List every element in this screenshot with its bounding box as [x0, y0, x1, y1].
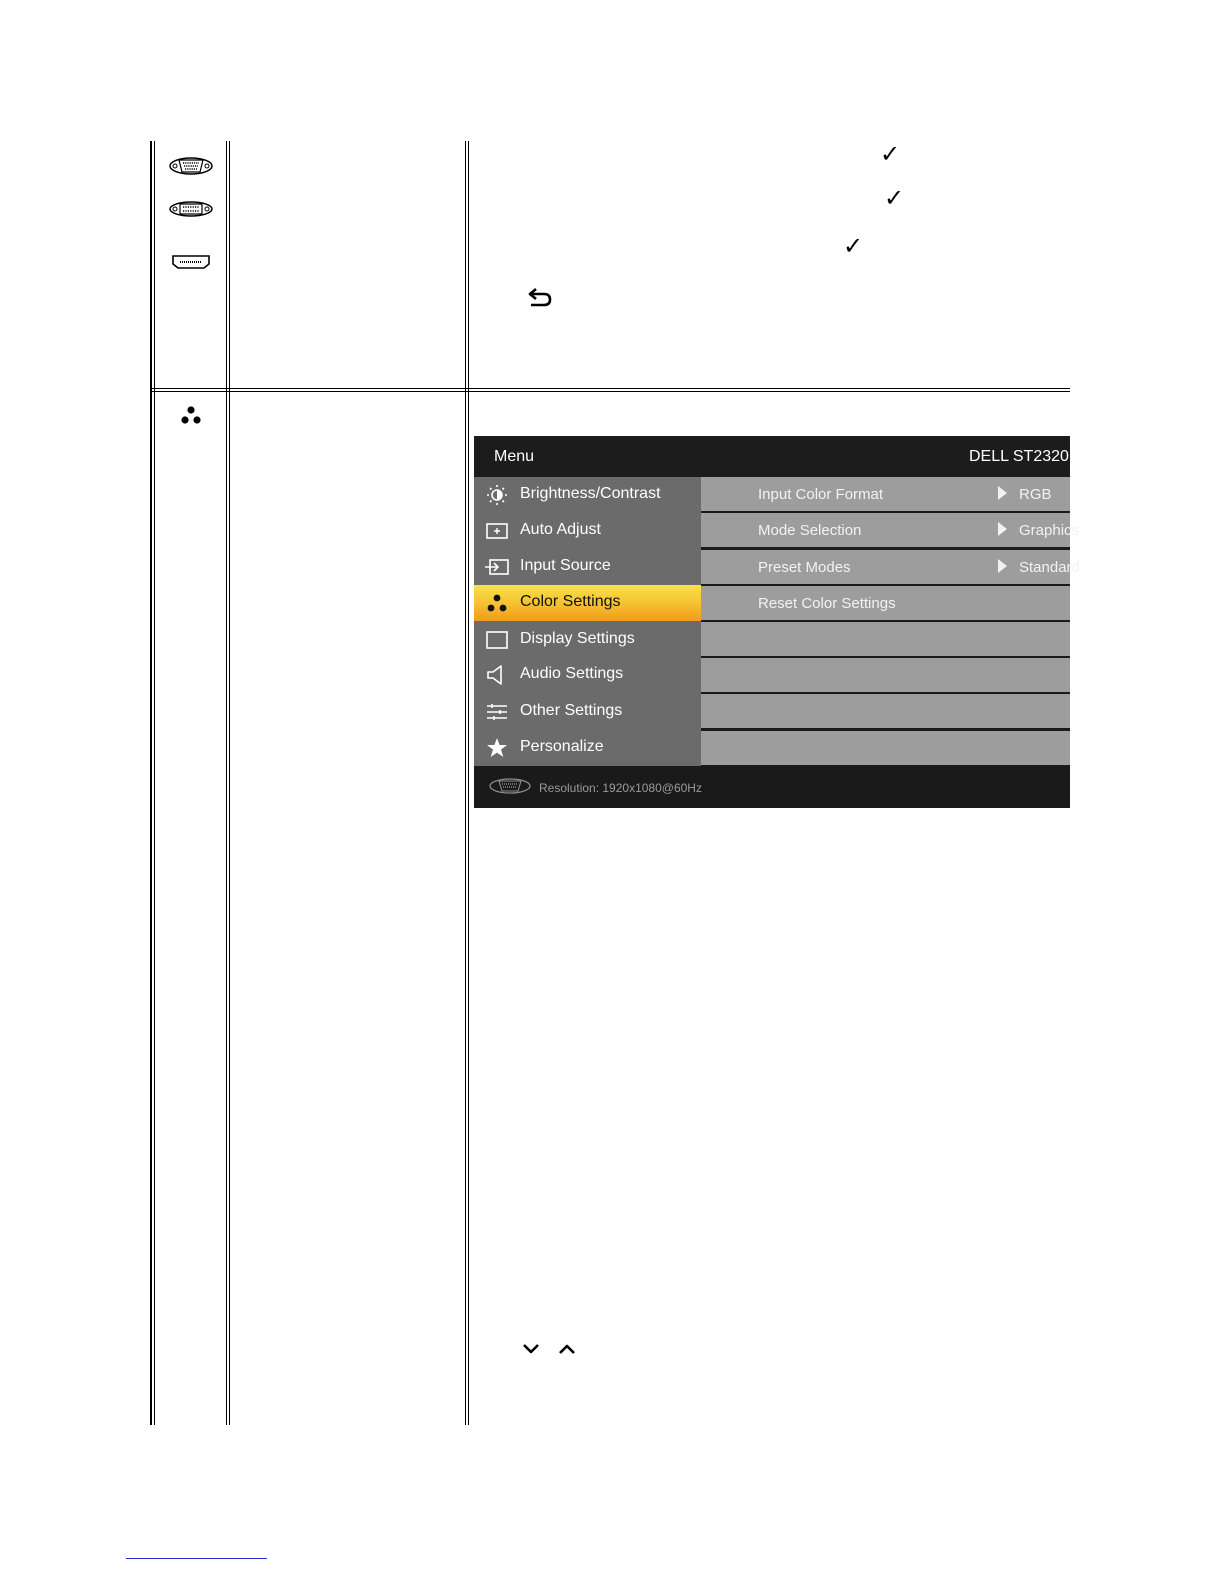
table-border-left-inner	[154, 141, 155, 1425]
osd-submenu-empty-row	[701, 622, 1070, 656]
table-column-divider-1b	[229, 141, 230, 1425]
right-arrow-icon	[998, 522, 1007, 536]
table-row-divider-b	[150, 391, 1070, 392]
back-arrow-icon	[527, 286, 553, 308]
table-column-divider-2	[465, 141, 466, 1425]
osd-main-menu	[474, 477, 701, 766]
checkmark-icon: ✓	[843, 232, 864, 260]
osd-submenu-empty-row	[701, 731, 1070, 765]
osd-menu-item-display-settings[interactable]	[474, 622, 701, 658]
checkmark-icon: ✓	[880, 140, 901, 168]
osd-footer	[474, 766, 1070, 808]
osd-menu-item-label: Color Settings	[520, 593, 621, 610]
osd-menu-item-label: Other Settings	[520, 702, 623, 719]
right-arrow-icon	[998, 486, 1007, 500]
color-settings-icon	[484, 592, 510, 614]
audio-settings-icon	[484, 664, 510, 686]
vga-connector-icon	[169, 156, 213, 176]
right-arrow-icon	[998, 559, 1007, 573]
osd-menu-item-personalize[interactable]	[474, 730, 701, 766]
osd-menu-item-label: Input Source	[520, 557, 611, 574]
auto-adjust-icon	[484, 520, 510, 542]
osd-menu-item-label: Display Settings	[520, 630, 635, 647]
brightness-icon	[484, 484, 510, 506]
osd-menu-item-other-settings[interactable]	[474, 694, 701, 730]
osd-submenu-label: Mode Selection	[758, 522, 862, 539]
osd-menu-item-input-source[interactable]	[474, 549, 701, 585]
dvi-connector-icon	[169, 200, 213, 218]
up-chevron-icon	[558, 1342, 576, 1356]
osd-submenu-empty-row	[701, 694, 1070, 728]
color-settings-icon	[179, 404, 203, 426]
checkmark-icon: ✓	[884, 184, 905, 212]
osd-submenu-label: Preset Modes	[758, 559, 851, 576]
osd-menu-item-label: Audio Settings	[520, 665, 624, 682]
input-source-icon	[484, 556, 510, 578]
osd-submenu-label: Input Color Format	[758, 486, 884, 503]
osd-menu-item-label: Auto Adjust	[520, 521, 601, 538]
table-column-divider-2b	[468, 141, 469, 1425]
osd-menu-item-auto-adjust[interactable]	[474, 513, 701, 549]
osd-resolution: Resolution: 1920x1080@60Hz	[539, 781, 702, 795]
table-column-divider-1	[226, 141, 227, 1425]
table-row-divider	[150, 388, 1070, 389]
osd-submenu-row-mode-selection[interactable]	[701, 513, 1080, 547]
osd-title: Menu	[494, 448, 535, 465]
hdmi-connector-icon	[171, 254, 211, 270]
osd-submenu-row-input-color-format[interactable]	[701, 477, 1070, 511]
star-icon	[484, 737, 510, 759]
osd-submenu-label: Reset Color Settings	[758, 595, 896, 612]
osd-menu-item-label: Brightness/Contrast	[520, 485, 661, 502]
osd-submenu-row-preset-modes[interactable]	[701, 550, 1080, 584]
osd-submenu-row-reset-color-settings[interactable]	[701, 586, 1070, 620]
footer-link-underline[interactable]	[126, 1558, 267, 1559]
down-chevron-icon	[522, 1342, 540, 1356]
osd-menu-item-label: Personalize	[520, 738, 604, 755]
osd-header	[474, 436, 1078, 477]
display-settings-icon	[484, 629, 510, 651]
osd-submenu	[701, 477, 1080, 766]
osd-menu-item-audio-settings[interactable]	[474, 657, 701, 693]
osd-submenu-empty-row	[701, 658, 1070, 692]
osd-menu-item-color-settings[interactable]	[474, 585, 701, 621]
osd-submenu-value: RGB	[1019, 486, 1052, 503]
osd-menu-item-brightness-contrast[interactable]	[474, 477, 701, 513]
table-border-left-outer	[150, 141, 152, 1425]
vga-connector-icon	[489, 777, 531, 795]
osd-model-name: DELL ST2320L	[969, 448, 1078, 465]
osd-menu-screenshot	[474, 436, 1080, 808]
other-settings-icon	[484, 701, 510, 723]
osd-submenu-value: Graphics	[1019, 522, 1080, 539]
osd-submenu-value: Standard	[1019, 559, 1080, 576]
